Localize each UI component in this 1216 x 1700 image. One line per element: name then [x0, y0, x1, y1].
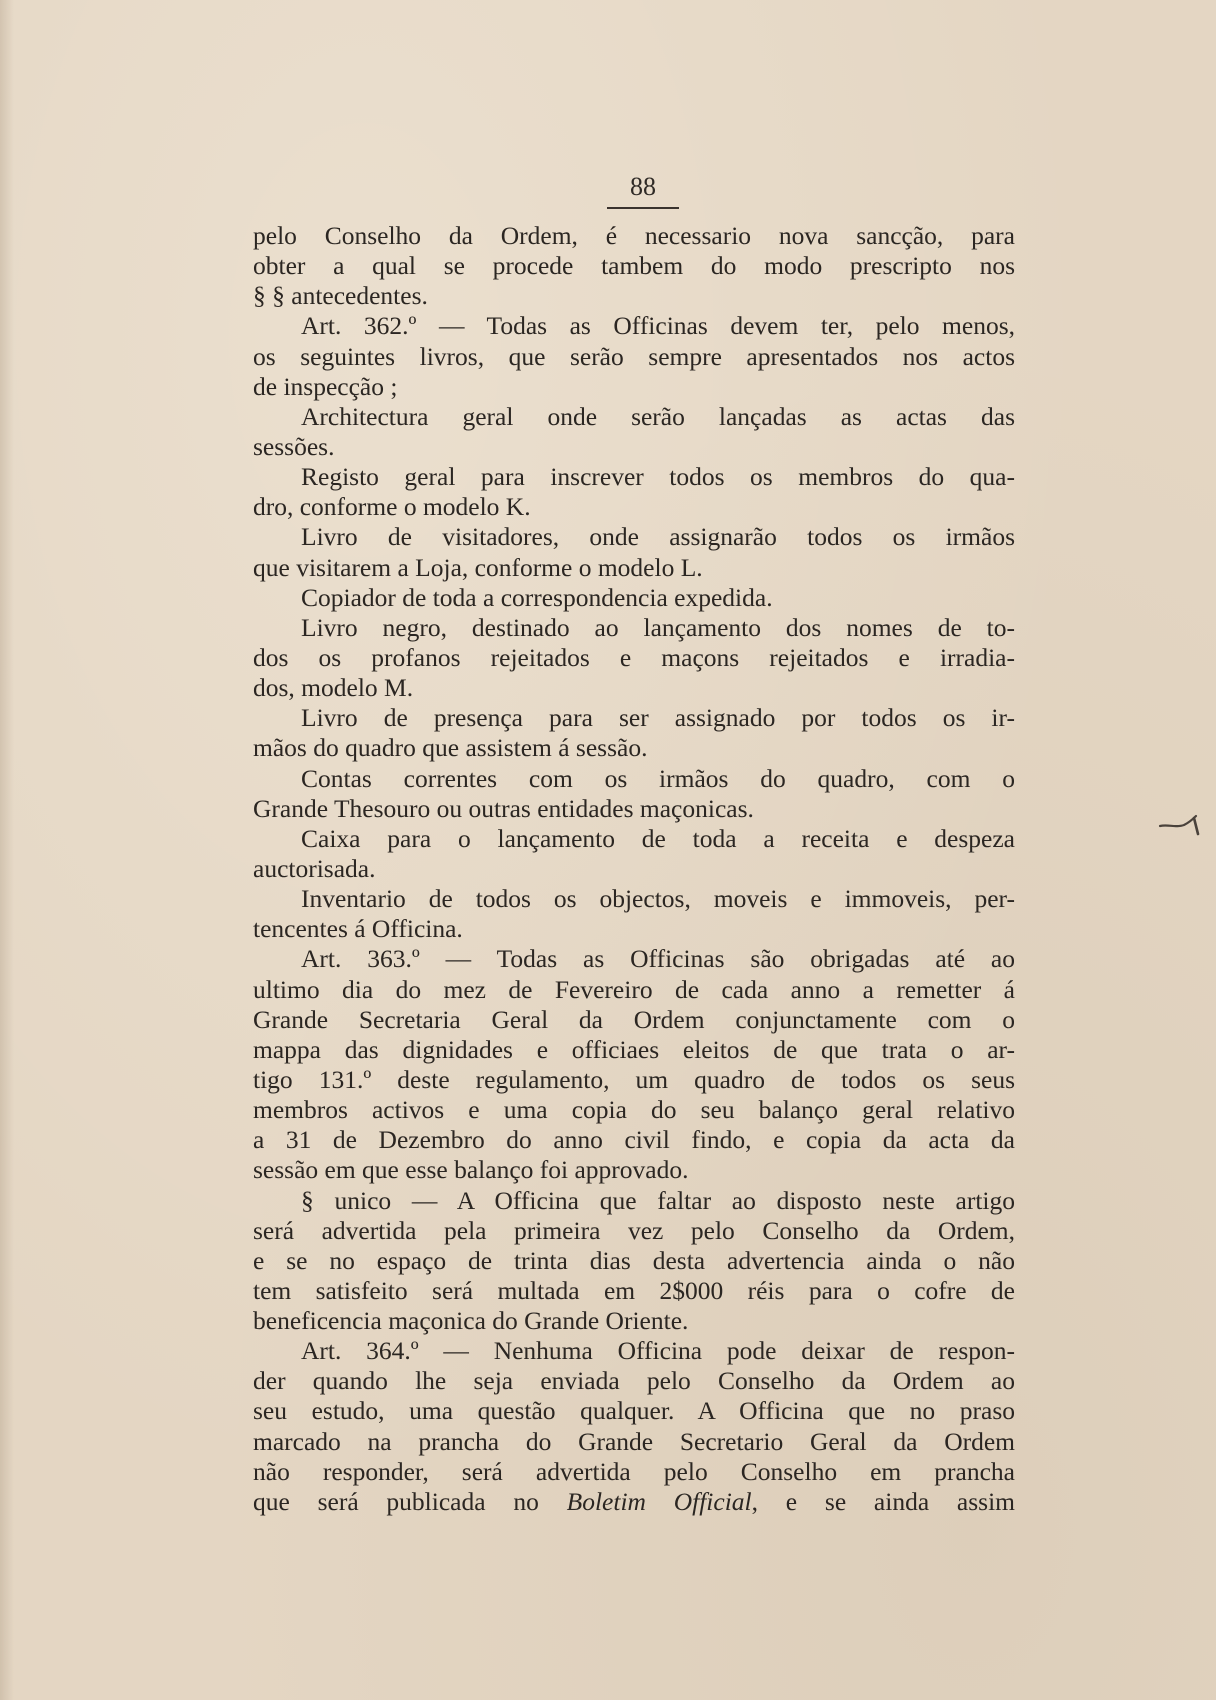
text-line: Art. 363.º — Todas as Officinas são obrigadas até ao [301, 944, 1015, 974]
text-line: tencentes á Officina. [253, 914, 463, 944]
text-line: mãos do quadro que assistem á sessão. [253, 733, 648, 763]
text-line: dos, modelo M. [253, 673, 414, 703]
text-line: os seguintes livros, que serão sempre apresentados nos actos [253, 341, 1015, 371]
text-line: tem satisfeito será multada em 2$000 réis para o cofre de [253, 1275, 1015, 1305]
text-line: beneficencia maçonica do Grande Oriente. [253, 1306, 689, 1336]
page-gutter-shadow [0, 0, 14, 1700]
last-line-start: que será publicada no [253, 1486, 567, 1516]
text-line: § § antecedentes. [253, 281, 428, 311]
text-line: sessão em que esse balanço foi approvado. [253, 1155, 689, 1185]
text-line: dro, conforme o modelo K. [253, 492, 531, 522]
text-line: mappa das dignidades e officiaes eleitos de que trata o ar- [253, 1034, 1015, 1064]
margin-ink-mark-icon [1158, 812, 1202, 838]
text-line: der quando lhe seja enviada pelo Conselho da Ordem ao [253, 1366, 1015, 1396]
text-line: dos os profanos rejeitados e maçons rejeitados e irradia- [253, 642, 1015, 672]
page-number: 88 [630, 172, 656, 201]
page-number-rule [607, 207, 679, 209]
text-line: Architectura geral onde serão lançadas as actas das [301, 401, 1015, 431]
text-line: Copiador de toda a correspondencia expedida. [301, 582, 773, 612]
text-line: será advertida pela primeira vez pelo Conselho da Ordem, [253, 1215, 1015, 1245]
text-line: a 31 de Dezembro do anno civil findo, e copia da acta da [253, 1125, 1015, 1155]
text-line-last [253, 1487, 1015, 1517]
text-line: ultimo dia do mez de Fevereiro de cada anno a remetter á [253, 974, 1015, 1004]
text-line: marcado na prancha do Grande Secretario Geral da Ordem [253, 1426, 1015, 1456]
text-line: sessões. [253, 431, 335, 461]
text-line: Livro de visitadores, onde assignarão todos os irmãos [301, 522, 1015, 552]
text-line: pelo Conselho da Ordem, é necessario nova sancção, para [253, 221, 1015, 250]
text-line: Livro negro, destinado ao lançamento dos nomes de to- [301, 612, 1015, 642]
text-line: Grande Thesouro ou outras entidades maçonicas. [253, 793, 754, 823]
text-line: seu estudo, uma questão qualquer. A Officina que no praso [253, 1396, 1015, 1426]
text-line: Registo geral para inscrever todos os membros do qua- [301, 462, 1015, 492]
text-line: e se no espaço de trinta dias desta advertencia ainda o não [253, 1245, 1015, 1275]
text-line: Inventario de todos os objectos, moveis e immoveis, per- [301, 884, 1015, 914]
text-line: § unico — A Officina que faltar ao disposto neste artigo [301, 1185, 1015, 1215]
text-line: Caixa para o lançamento de toda a receita e despeza [301, 823, 1015, 853]
text-line: que visitarem a Loja, conforme o modelo L. [253, 552, 703, 582]
text-line: membros activos e uma copia do seu balanço geral relativo [253, 1095, 1015, 1125]
last-line-end: , e se ainda assim [751, 1486, 1015, 1516]
text-line: Livro de presença para ser assignado por todos os ir- [301, 703, 1015, 733]
text-line: auctorisada. [253, 853, 376, 883]
text-line: tigo 131.º deste regulamento, um quadro de todos os seus [253, 1064, 1015, 1094]
text-line: Art. 362.º — Todas as Officinas devem ter, pelo menos, [301, 311, 1015, 341]
text-line: Art. 364.º — Nenhuma Officina pode deixar de respon- [301, 1336, 1015, 1366]
text-line: Grande Secretaria Geral da Ordem conjunctamente com o [253, 1004, 1015, 1034]
text-line: de inspecção ; [253, 371, 398, 401]
boletim-official-title: Boletim Official [566, 1486, 752, 1516]
text-line: não responder, será advertida pelo Conselho em prancha [253, 1456, 1015, 1486]
body-text [253, 221, 1015, 1517]
text-line: obter a qual se procede tambem do modo prescripto nos [253, 251, 1015, 281]
text-line: Contas correntes com os irmãos do quadro, com o [301, 763, 1015, 793]
